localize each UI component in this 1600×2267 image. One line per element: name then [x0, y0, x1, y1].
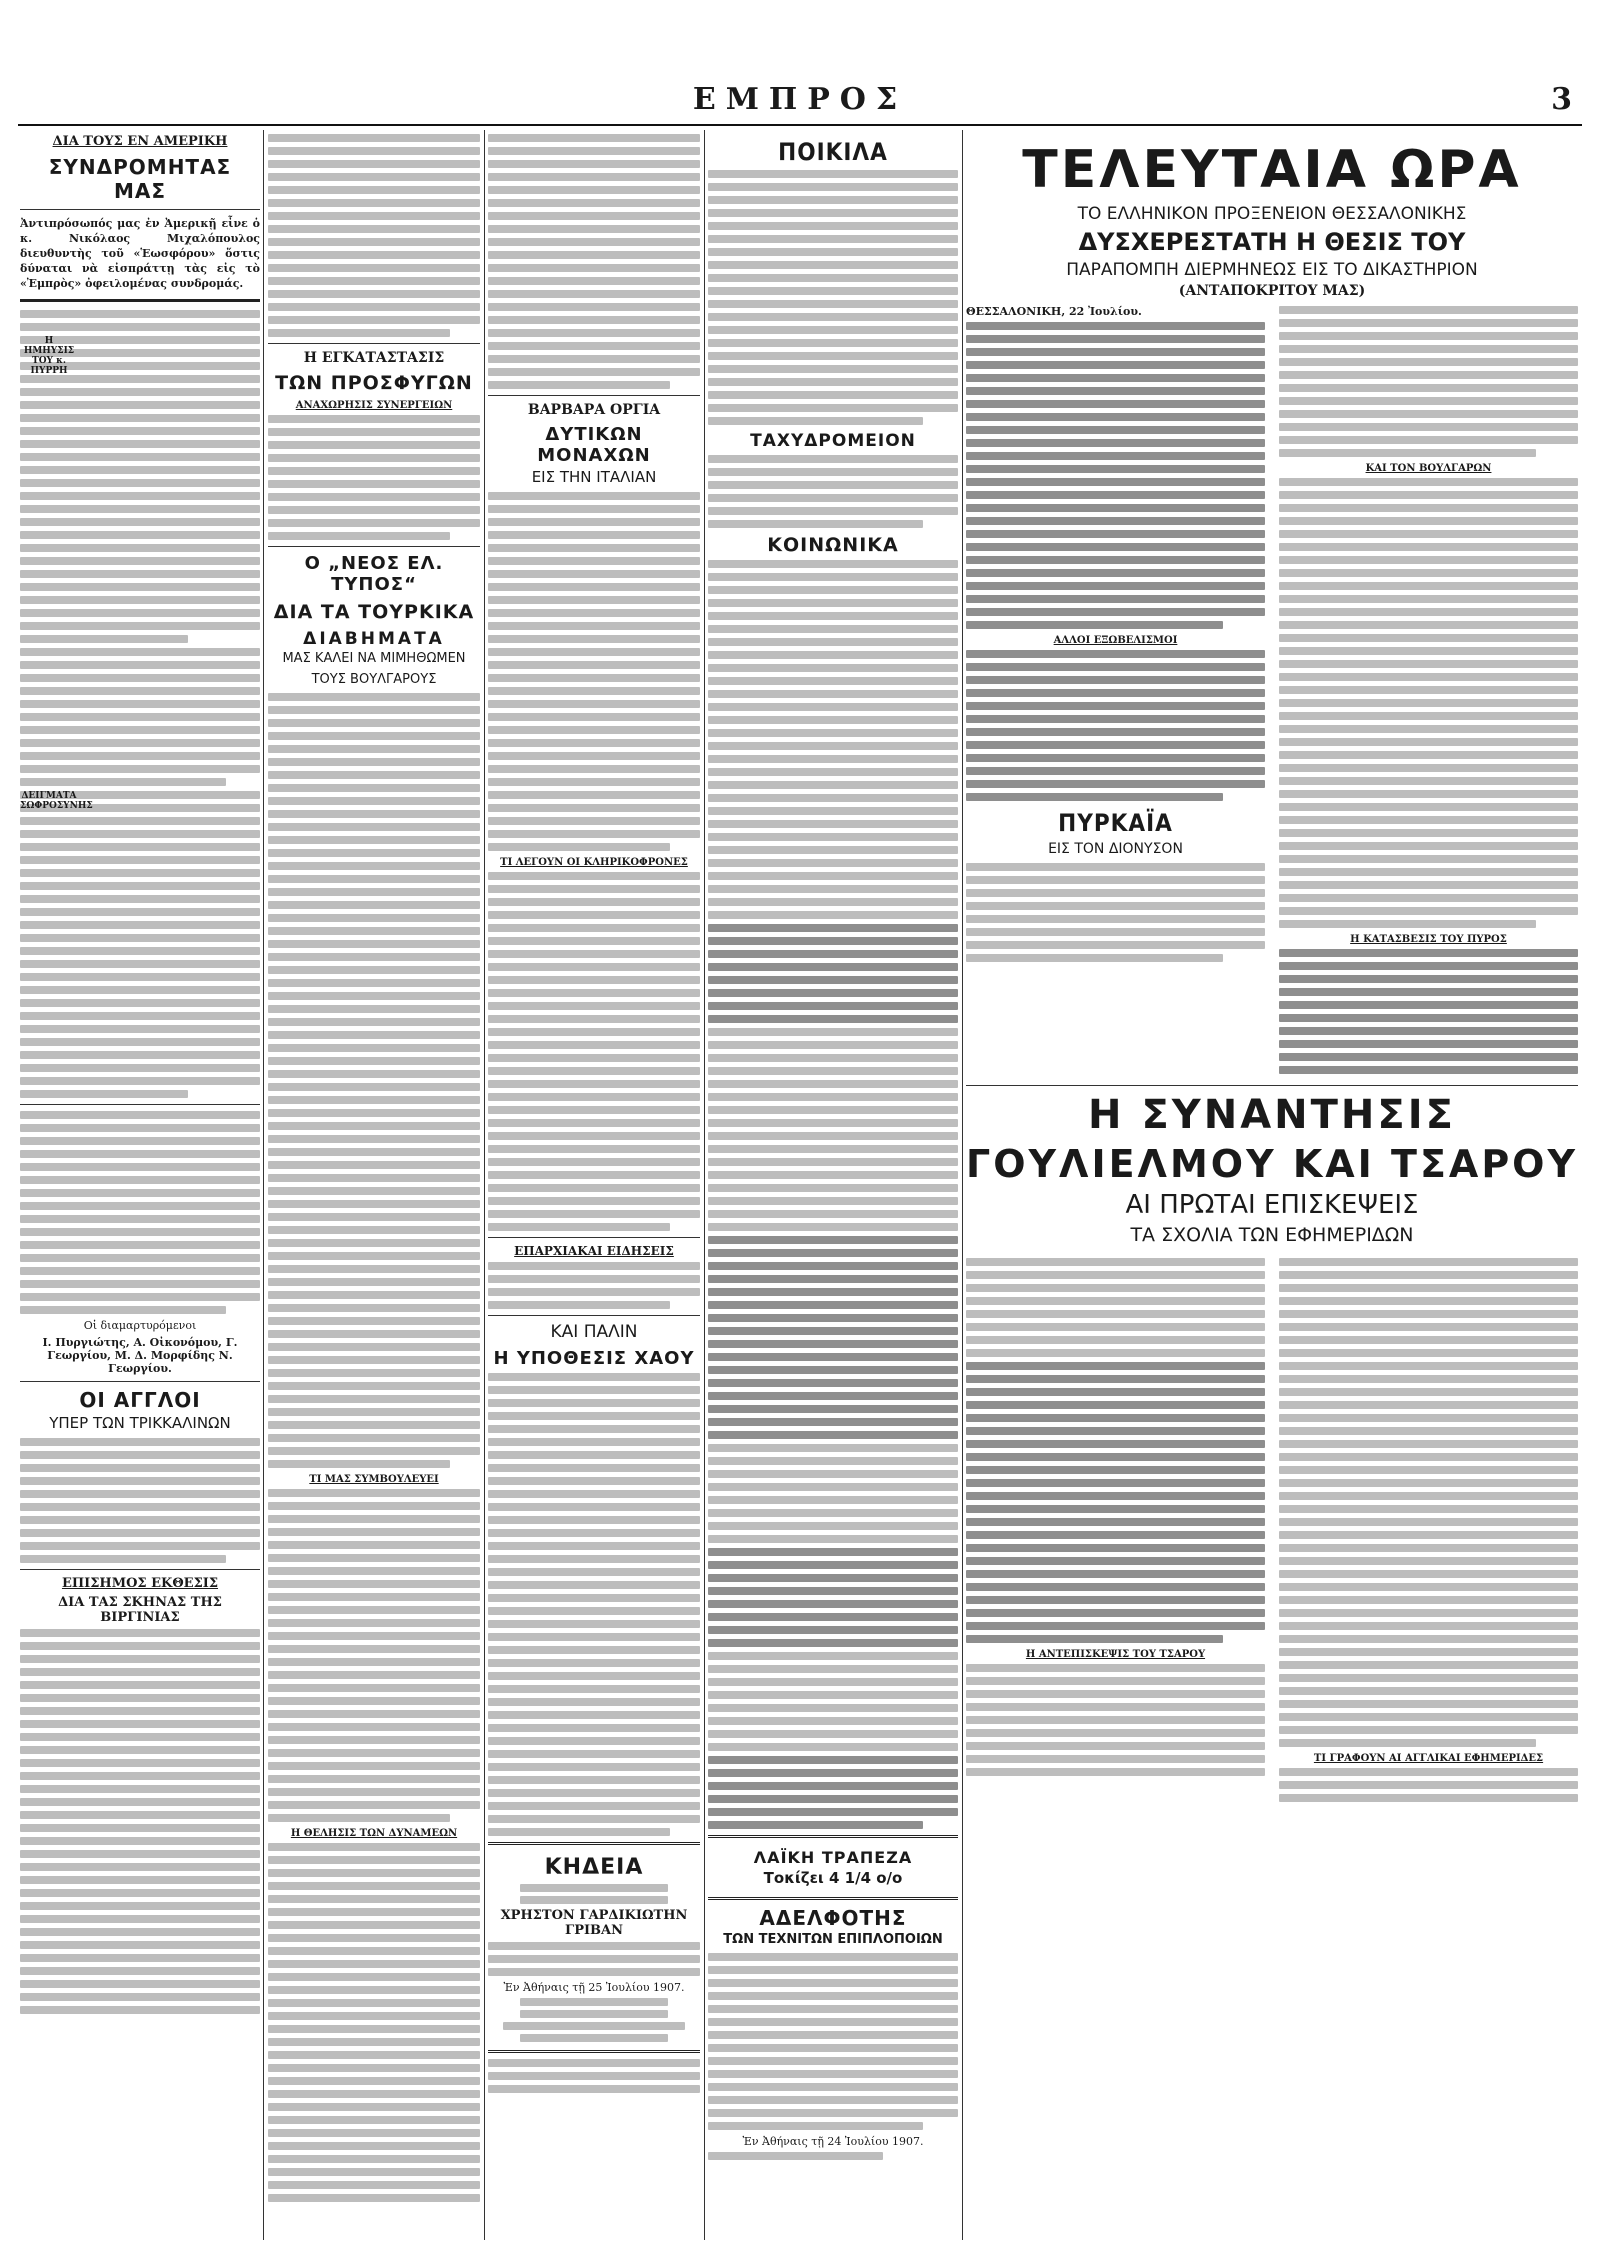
column-4 [708, 130, 958, 2165]
section-heading: Η ΚΑΤΑΣΒΕΣΙΣ ΤΟΥ ΠΥΡΟΣ [1350, 934, 1507, 945]
section-subtitle: ΔΥΤΙΚΩΝ ΜΟΝΑΧΩΝ [537, 424, 651, 466]
section-title: ΕΠΙΣΗΜΟΣ ΕΚΘΕΣΙΣ [61, 1576, 219, 1591]
meeting-subheadline: ΤΑ ΣΧΟΛΙΑ ΤΩΝ ΕΦΗΜΕΡΙΔΩΝ [1130, 1224, 1414, 1246]
fire-subtitle: ΕΙΣ ΤΟΝ ΔΙΟΝΥΣΟΝ [1048, 841, 1183, 857]
signatures: Ι. Πυργιώτης, Α. Οἰκονόμου, Γ. Γεωργίου, Μ. Δ. Μορφίδης Ν. Γεωργίου. [42, 1336, 238, 1375]
association-date: Ἐν Ἀθήναις τῇ 24 Ἰουλίου 1907. [742, 2135, 924, 2148]
section-subtitle: ΔΙΑ ΤΑ ΤΟΥΡΚΙΚΑ [273, 601, 475, 623]
section-subtitle: Η ΥΠΟΘΕΣΙΣ ΧΑΟΥ [493, 1348, 695, 1369]
column-5 [966, 130, 1578, 1807]
section-line: ΤΟΥΣ ΒΟΥΛΓΑΡΟΥΣ [311, 672, 437, 687]
lead-headline: ΤΕΛΕΥΤΑΙΑ ΩΡΑ [1022, 140, 1522, 200]
section-title: Η ΘΕΛΗΣΙΣ ΤΩΝ ΔΥΝΑΜΕΩΝ [290, 1828, 458, 1839]
association-subtitle: ΤΩΝ ΤΕΧΝΙΤΩΝ ΕΠΙΠΛΟΠΟΙΩΝ [723, 1932, 943, 1947]
deceased-name: ΧΡΗΣΤΟΝ ΓΑΡΔΙΚΙΩΤΗΝ ΓΡΙΒΑΝ [500, 1908, 688, 1938]
column-separator [263, 130, 264, 2240]
headline: ΣΥΝΔΡΟΜΗΤΑΣ ΜΑΣ [48, 155, 232, 203]
side-heading: ΔΕΙΓΜΑΤΑ ΣΩΦΡΟΣΥΝΗΣ [20, 791, 93, 811]
section-kicker: ΔΙΑΒΗΜΑΤΑ [303, 629, 445, 649]
page-number: 3 [1551, 82, 1572, 117]
column-1 [20, 130, 260, 2019]
section-title: ΚΟΙΝΩΝΙΚΑ [767, 534, 899, 556]
section-heading: ΑΛΛΟΙ ΕΞΩΒΕΛΙΣΜΟΙ [1053, 635, 1178, 646]
meeting-subheadline: ΑΙ ΠΡΩΤΑΙ ΕΠΙΣΚΕΨΕΙΣ [1125, 1190, 1419, 1220]
side-heading: Η ΗΜΗΥΣΙΣ ΤΟΥ κ. ΠΥΡΡΗ [23, 336, 75, 376]
lead-subheadline: ΠΑΡΑΠΟΜΠΗ ΔΙΕΡΜΗΝΕΩΣ ΕΙΣ ΤΟ ΔΙΚΑΣΤΗΡΙΟΝ [1066, 260, 1478, 280]
section-heading: Η ΑΝΤΕΠΙΣΚΕΨΙΣ ΤΟΥ ΤΣΑΡΟΥ [1025, 1649, 1206, 1660]
bank-notice [708, 1835, 958, 1900]
section-heading: ΚΑΙ ΤΟΝ ΒΟΥΛΓΑΡΩΝ [1365, 463, 1492, 474]
lead-subheadline: ΔΥΣΧΕΡΕΣΤΑΤΗ Η ΘΕΣΙΣ ΤΟΥ [1078, 228, 1466, 256]
section-subtitle: ΔΙΑ ΤΑΣ ΣΚΗΝΑΣ ΤΗΣ ΒΙΡΓΙΝΙΑΣ [58, 1595, 222, 1625]
section-heading: ΤΙ ΓΡΑΦΟΥΝ ΑΙ ΑΓΓΛΙΚΑΙ ΕΦΗΜΕΡΙΔΕΣ [1313, 1753, 1544, 1764]
masthead-rule [18, 124, 1582, 126]
meeting-headline: Η ΣΥΝΑΝΤΗΣΙΣ [1088, 1092, 1456, 1138]
column-separator [704, 130, 705, 2240]
masthead [18, 80, 1582, 126]
section-title: ΤΙ ΜΑΣ ΣΥΜΒΟΥΛΕΥΕΙ [309, 1474, 439, 1485]
association-title: ΑΔΕΛΦΟΤΗΣ [759, 1906, 907, 1930]
section-title: ΤΙ ΛΕΓΟΥΝ ΟΙ ΚΛΗΡΙΚΟΦΡΟΝΕΣ [500, 857, 688, 868]
section-subtitle: ΥΠΕΡ ΤΩΝ ΤΡΙΚΚΑΛΙΝΩΝ [49, 1414, 231, 1432]
funeral-date: Ἐν Ἀθήναις τῇ 25 Ἰουλίου 1907. [503, 1981, 685, 1994]
kicker: ΔΙΑ ΤΟΥΣ ΕΝ ΑΜΕΡΙΚΗ [52, 134, 228, 149]
byline: (ΑΝΤΑΠΟΚΡΙΤΟΥ ΜΑΣ) [1178, 283, 1366, 299]
section-title: ΠΟΙΚΙΛΑ [778, 138, 888, 166]
dateline: ΘΕΣΣΑΛΟΝΙΚΗ, 22 Ἰουλίου. [966, 305, 1142, 318]
section-kicker: ΕΙΣ ΤΗΝ ΙΤΑΛΙΑΝ [531, 468, 657, 486]
column-separator [484, 130, 485, 2240]
funeral-title: ΚΗΔΕΙΑ [544, 1855, 644, 1880]
bank-rate: Τοκίζει 4 1/4 ο/ο [763, 1869, 903, 1887]
section-subtitle: ΤΩΝ ΠΡΟΣΦΥΓΩΝ [275, 372, 473, 394]
section-kicker: ΑΝΑΧΩΡΗΣΙΣ ΣΥΝΕΡΓΕΙΩΝ [295, 400, 453, 411]
section-title: ΚΑΙ ΠΑΛΙΝ [550, 1322, 638, 1342]
section-title: ΤΑΧΥΔΡΟΜΕΙΟΝ [750, 431, 916, 451]
section-title: ΒΑΡΒΑΡΑ ΟΡΓΙΑ [527, 402, 661, 418]
section-line: ΜΑΣ ΚΑΛΕΙ ΝΑ ΜΙΜΗΘΩΜΕΝ [282, 651, 466, 666]
lead-subheadline: ΤΟ ΕΛΛΗΝΙΚΟΝ ΠΡΟΞΕΝΕΙΟΝ ΘΕΣΣΑΛΟΝΙΚΗΣ [1077, 204, 1467, 224]
column-3 [488, 130, 700, 2098]
section-title: ΟΙ ΑΓΓΛΟΙ [79, 1388, 201, 1412]
section-title: Ο „ΝΕΟΣ ΕΛ. ΤΥΠΟΣ“ [304, 553, 444, 595]
fire-title: ΠΥΡΚΑΪΑ [1058, 809, 1173, 837]
funeral-notice [488, 1842, 700, 2053]
meeting-headline: ΓΟΥΛΙΕΛΜΟΥ ΚΑΙ ΤΣΑΡΟΥ [966, 1142, 1578, 1186]
newspaper-title: ΕΜΠΡΟΣ [692, 82, 908, 117]
section-title: Η ΕΓΚΑΤΑΣΤΑΣΙΣ [303, 350, 445, 366]
subscribers-notice: Ἀντιπρόσωπός μας ἐν Ἀμερικῇ εἶνε ὁ κ. Νικόλαος Μιχαλόπουλος διευθυντὴς τοῦ «Ἑωσφόρου» ὅστις δύναται νὰ εἰσπράττῃ τὰς εἰς τὸ «Ἐμπρὸς» ὀφειλομένας συνδρομάς. [20, 217, 260, 290]
column-2 [268, 130, 480, 2207]
section-title: ΕΠΑΡΧΙΑΚΑΙ ΕΙΔΗΣΕΙΣ [514, 1244, 674, 1258]
bank-title: ΛΑΪΚΗ ΤΡΑΠΕΖΑ [753, 1848, 913, 1867]
column-separator [962, 130, 963, 2240]
signatures-title: Οἱ διαμαρτυρόμενοι [83, 1319, 197, 1332]
